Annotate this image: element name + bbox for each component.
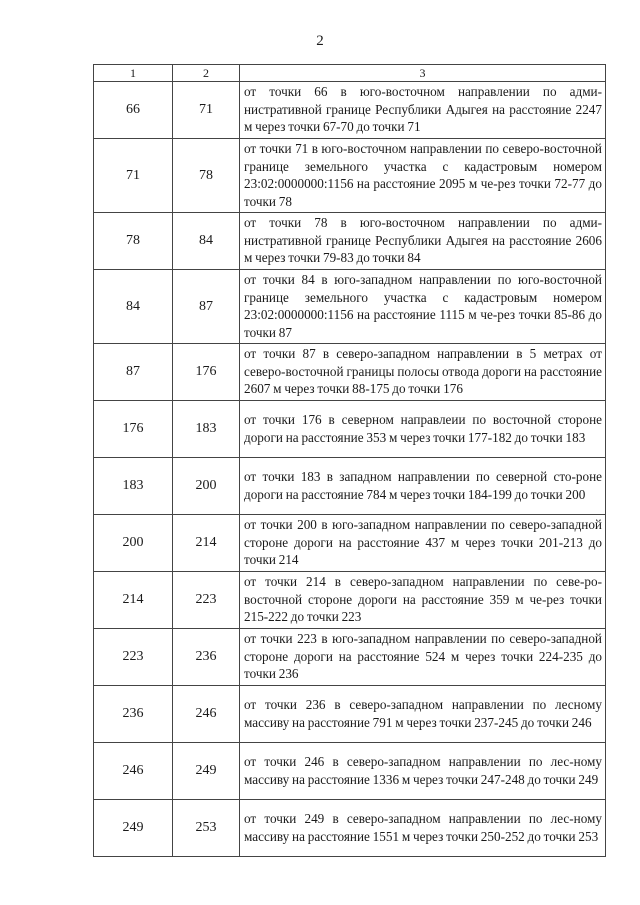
from-point: 78	[94, 213, 173, 270]
from-point: 223	[94, 629, 173, 686]
from-point: 183	[94, 458, 173, 515]
from-point: 84	[94, 270, 173, 344]
to-point: 236	[173, 629, 240, 686]
segment-description: от точки 84 в юго-западном направлении по юго-восточной границе земельного участка с кадастровым номером 23:02:0000000:1156 на расстояние 1115 м че-рез точки 85-86 до точки 87	[240, 270, 606, 344]
page-number: 2	[316, 33, 324, 49]
table-row	[94, 743, 606, 800]
table-row	[94, 629, 606, 686]
table-row	[94, 686, 606, 743]
table-row	[94, 82, 606, 139]
from-point: 249	[94, 800, 173, 857]
segment-description: от точки 249 в северо-западном направлении по лес-ному массиву на расстояние 1551 м через точки 250-252 до точки 253	[240, 800, 606, 857]
to-point: 78	[173, 139, 240, 213]
to-point: 214	[173, 515, 240, 572]
to-point: 200	[173, 458, 240, 515]
to-point: 84	[173, 213, 240, 270]
from-point: 66	[94, 82, 173, 139]
table-row	[94, 344, 606, 401]
to-point: 87	[173, 270, 240, 344]
table-row	[94, 401, 606, 458]
to-point: 176	[173, 344, 240, 401]
segment-description: от точки 223 в юго-западном направлении по северо-западной стороне дороги на расстояние 524 м через точки 224-235 до точки 236	[240, 629, 606, 686]
table-row	[94, 515, 606, 572]
segment-description: от точки 214 в северо-западном направлении по севе-ро-восточной стороне дороги на расстояние 359 м че-рез точки 215-222 до точки 223	[240, 572, 606, 629]
segment-description: от точки 176 в северном направлеии по восточной стороне дороги на расстояние 353 м через точки 177-182 до точки 183	[240, 401, 606, 458]
column-header-3: 3	[240, 65, 606, 82]
from-point: 200	[94, 515, 173, 572]
segment-description: от точки 66 в юго-восточном направлении по адми-нистративной границе Республики Адыгея на расстояние 2247 м через точки 67-70 до точки 71	[240, 82, 606, 139]
segment-description: от точки 200 в юго-западном направлении по северо-западной стороне дороги на расстояние 437 м через точки 201-213 до точки 214	[240, 515, 606, 572]
segment-description: от точки 183 в западном направлении по северной сто-роне дороги на расстояние 784 м через точки 184-199 до точки 200	[240, 458, 606, 515]
table-row	[94, 800, 606, 857]
to-point: 183	[173, 401, 240, 458]
table-row	[94, 139, 606, 213]
segment-description: от точки 236 в северо-западном направлении по лесному массиву на расстояние 791 м через точки 237-245 до точки 246	[240, 686, 606, 743]
segment-description: от точки 71 в юго-восточном направлении по северо-восточной границе земельного участка с кадастровым номером 23:02:0000000:1156 на расстояние 2095 м че-рез точки 72-77 до точки 78	[240, 139, 606, 213]
column-header-1: 1	[94, 65, 173, 82]
segment-description: от точки 78 в юго-восточном направлении по адми-нистративной границе Республики Адыгея на расстояние 2606 м через точки 79-83 до точки 84	[240, 213, 606, 270]
table-row	[94, 270, 606, 344]
to-point: 246	[173, 686, 240, 743]
from-point: 87	[94, 344, 173, 401]
segment-description: от точки 87 в северо-западном направлении в 5 метрах от северо-восточной границы полосы отвода дороги на расстояние 2607 м через точки 88-175 до точки 176	[240, 344, 606, 401]
to-point: 253	[173, 800, 240, 857]
header-row	[94, 65, 606, 82]
from-point: 246	[94, 743, 173, 800]
table-row	[94, 213, 606, 270]
from-point: 71	[94, 139, 173, 213]
to-point: 223	[173, 572, 240, 629]
column-header-2: 2	[173, 65, 240, 82]
from-point: 236	[94, 686, 173, 743]
from-point: 176	[94, 401, 173, 458]
table-row	[94, 458, 606, 515]
boundary-table	[93, 64, 606, 857]
to-point: 249	[173, 743, 240, 800]
to-point: 71	[173, 82, 240, 139]
from-point: 214	[94, 572, 173, 629]
segment-description: от точки 246 в северо-западном направлении по лес-ному массиву на расстояние 1336 м через точки 247-248 до точки 249	[240, 743, 606, 800]
table-row	[94, 572, 606, 629]
